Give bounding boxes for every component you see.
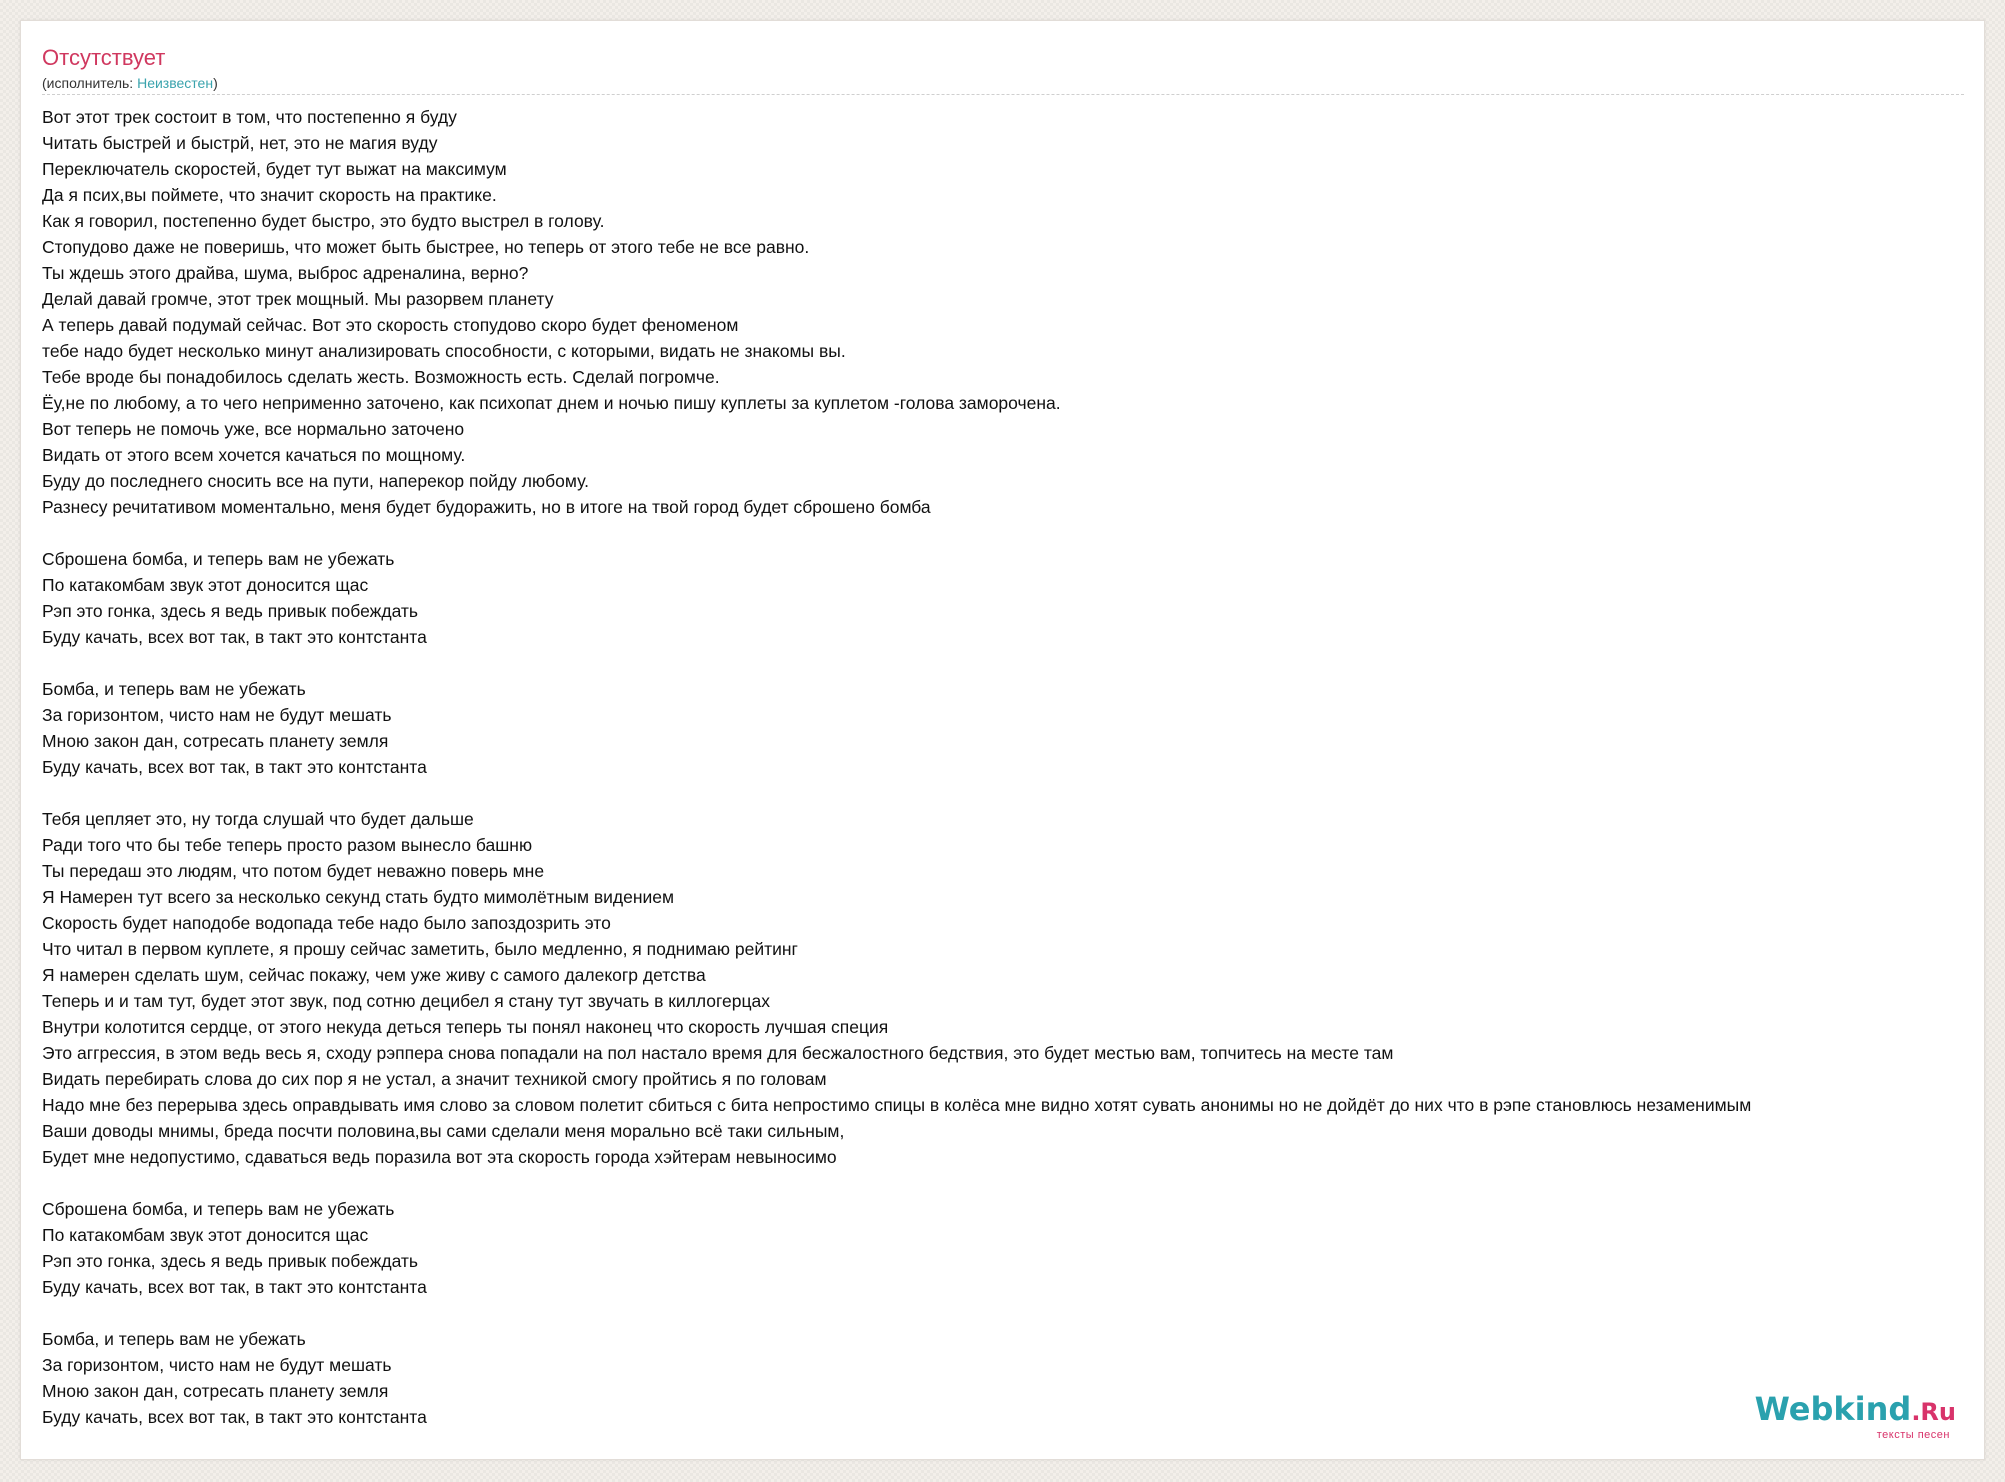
lyrics-line: Да я псих,вы поймете, что значит скорость на практике. bbox=[42, 185, 497, 205]
title-divider bbox=[42, 94, 1964, 95]
lyrics-line: Как я говорил, постепенно будет быстро, это будто выстрел в голову. bbox=[42, 211, 605, 231]
lyrics-line: Я намерен сделать шум, сейчас покажу, чем уже живу с самого далекогр детства bbox=[42, 965, 706, 985]
lyrics-line: Что читал в первом куплете, я прошу сейчас заметить, было медленно, я поднимаю рейтинг bbox=[42, 939, 798, 959]
lyrics-line: Будет мне недопустимо, сдаваться ведь поразила вот эта скорость города хэйтерам невыносимо bbox=[42, 1147, 837, 1167]
lyrics-blank-line bbox=[42, 1300, 1751, 1326]
lyrics-line: Буду качать, всех вот так, в такт это контстанта bbox=[42, 1277, 427, 1297]
lyrics-line: Рэп это гонка, здесь я ведь привык побеждать bbox=[42, 1251, 419, 1271]
site-logo[interactable] bbox=[1755, 1392, 1956, 1441]
lyrics-line: По катакомбам звук этот доносится щас bbox=[42, 575, 369, 595]
lyrics-blank-line bbox=[42, 1170, 1751, 1196]
lyrics-line: Читать быстрей и быстрй, нет, это не магия вуду bbox=[42, 133, 438, 153]
lyrics-line: Ёу,не по любому, а то чего неприменно заточено, как психопат днем и ночью пишу куплеты за куплетом -голова заморочена. bbox=[42, 393, 1061, 413]
logo-wordmark bbox=[1755, 1392, 1956, 1429]
lyrics-line: Мною закон дан, сотресать планету земля bbox=[42, 1381, 389, 1401]
lyrics-line: Тебя цепляет это, ну тогда слушай что будет дальше bbox=[42, 809, 474, 829]
lyrics-line: Буду качать, всех вот так, в такт это контстанта bbox=[42, 1407, 427, 1427]
lyrics-line: Тебе вроде бы понадобилось сделать жесть. Возможность есть. Сделай погромче. bbox=[42, 367, 720, 387]
lyrics-line: Ваши доводы мнимы, бреда посчти половина,вы сами сделали меня морально всё таки сильным, bbox=[42, 1121, 845, 1141]
lyrics-line: Рэп это гонка, здесь я ведь привык побеждать bbox=[42, 601, 419, 621]
lyrics-line: тебе надо будет несколько минут анализировать способности, с которыми, видать не знакомы вы. bbox=[42, 341, 846, 361]
lyrics-line: Мною закон дан, сотресать планету земля bbox=[42, 731, 389, 751]
lyrics-line: Видать от этого всем хочется качаться по мощному. bbox=[42, 445, 466, 465]
lyrics-line: Видать перебирать слова до сих пор я не устал, а значит техникой смогу пройтись я по головам bbox=[42, 1069, 827, 1089]
lyrics-line: Теперь и и там тут, будет этот звук, под сотню децибел я стану тут звучать в киллогерцах bbox=[42, 991, 771, 1011]
lyrics-line: Буду качать, всех вот так, в такт это контстанта bbox=[42, 627, 427, 647]
lyrics-blank-line bbox=[42, 520, 1751, 546]
lyrics-line: Ты передаш это людям, что потом будет неважно поверь мне bbox=[42, 861, 545, 881]
lyrics-line: Буду до последнего сносить все на пути, наперекор пойду любому. bbox=[42, 471, 589, 491]
lyrics-line: Это аггрессия, в этом ведь весь я, сходу рэппера снова попадали на пол настало время для бесжалостного бедствия, это будет местью вам, топчитесь на месте там bbox=[42, 1043, 1394, 1063]
lyrics-line: Сброшена бомба, и теперь вам не убежать bbox=[42, 1199, 395, 1219]
lyrics-line: Делай давай громче, этот трек мощный. Мы разорвем планету bbox=[42, 289, 554, 309]
lyrics-line: Вот этот трек состоит в том, что постепенно я буду bbox=[42, 107, 457, 127]
lyrics-line: За горизонтом, чисто нам не будут мешать bbox=[42, 705, 392, 725]
lyrics-line: А теперь давай подумай сейчас. Вот это скорость стопудово скоро будет феноменом bbox=[42, 315, 739, 335]
logo-subtitle: тексты песен bbox=[1876, 1429, 1950, 1441]
artist-suffix: ) bbox=[213, 75, 218, 91]
lyrics-line: Ради того что бы тебе теперь просто разом вынесло башню bbox=[42, 835, 533, 855]
lyrics-line: Бомба, и теперь вам не убежать bbox=[42, 679, 306, 699]
lyrics-line: Разнесу речитативом моментально, меня будет будоражить, но в итоге на твой город будет сброшено бомба bbox=[42, 497, 931, 517]
lyrics-line: Вот теперь не помочь уже, все нормально заточено bbox=[42, 419, 465, 439]
lyrics-line: Буду качать, всех вот так, в такт это контстанта bbox=[42, 757, 427, 777]
lyrics-line: Сброшена бомба, и теперь вам не убежать bbox=[42, 549, 395, 569]
lyrics-line: Внутри колотится сердце, от этого некуда деться теперь ты понял наконец что скорость лучшая специя bbox=[42, 1017, 889, 1037]
song-title: Отсутствует bbox=[42, 45, 166, 70]
lyrics-blank-line bbox=[42, 650, 1751, 676]
lyrics-line: Ты ждешь этого драйва, шума, выброс адреналина, верно? bbox=[42, 263, 529, 283]
artist-link[interactable]: Неизвестен bbox=[137, 75, 214, 91]
lyrics-text bbox=[42, 104, 1751, 1430]
lyrics-line: Скорость будет наподобе водопада тебе надо было запоздозрить это bbox=[42, 913, 611, 933]
lyrics-line: Я Намерен тут всего за несколько секунд стать будто мимолётным видением bbox=[42, 887, 675, 907]
logo-word: Webkind bbox=[1754, 1390, 1912, 1428]
lyrics-line: Стопудово даже не поверишь, что может быть быстрее, но теперь от этого тебе не все равно. bbox=[42, 237, 810, 257]
artist-prefix: (исполнитель: bbox=[42, 75, 138, 91]
artist-line bbox=[42, 74, 218, 92]
lyrics-line: Переключатель скоростей, будет тут выжат на максимум bbox=[42, 159, 507, 179]
lyrics-line: По катакомбам звук этот доносится щас bbox=[42, 1225, 369, 1245]
lyrics-line: Бомба, и теперь вам не убежать bbox=[42, 1329, 306, 1349]
logo-tld: .Ru bbox=[1911, 1398, 1956, 1426]
lyrics-blank-line bbox=[42, 780, 1751, 806]
lyrics-card bbox=[20, 20, 1985, 1460]
lyrics-line: За горизонтом, чисто нам не будут мешать bbox=[42, 1355, 392, 1375]
lyrics-line: Надо мне без перерыва здесь оправдывать имя слово за словом полетит сбиться с бита непростимо спицы в колёса мне видно хотят сувать анонимы но не дойдёт до них что в рэпе становлюсь незаменимым bbox=[42, 1095, 1752, 1115]
